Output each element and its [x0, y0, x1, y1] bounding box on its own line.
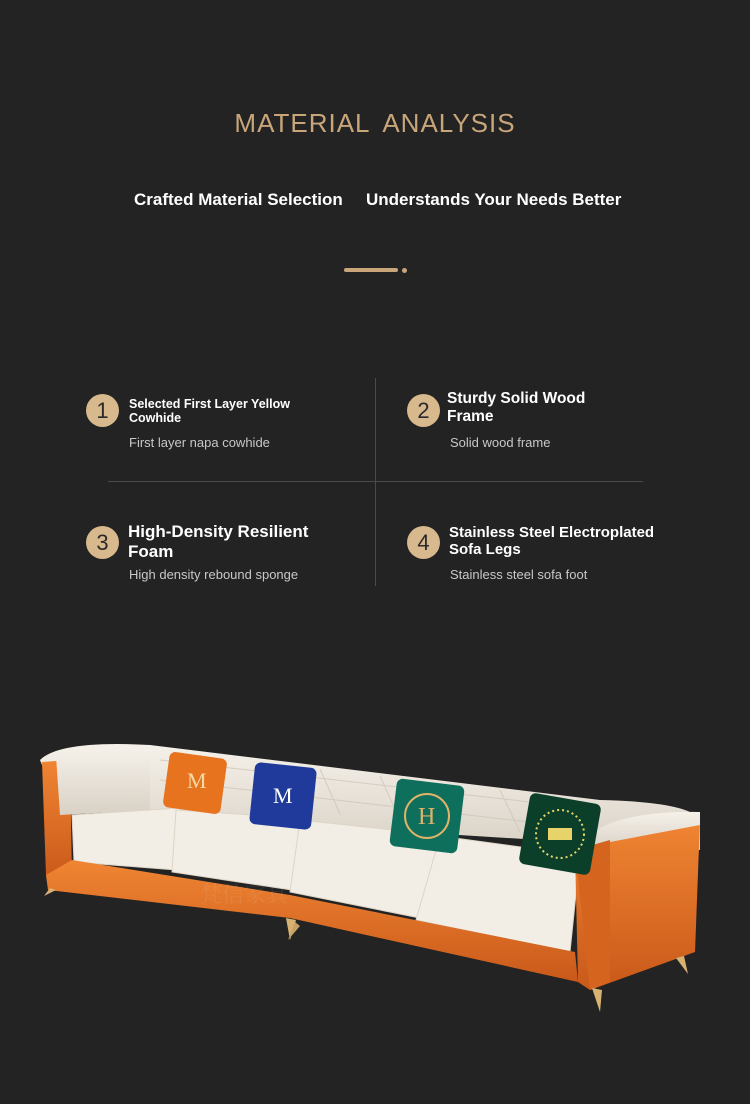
feature-title: Stainless Steel Electroplated Sofa Legs [449, 524, 655, 559]
divider-dot [402, 268, 407, 273]
feature-description: Stainless steel sofa foot [450, 567, 588, 582]
watermark: 梵信家具 [200, 883, 289, 908]
feature-number-badge: 4 [407, 526, 440, 559]
feature-title: Selected First Layer Yellow Cowhide [129, 397, 290, 426]
svg-text:M: M [187, 768, 207, 793]
feature-number-badge: 2 [407, 394, 440, 427]
subtitle-crafted: Crafted Material Selection [134, 190, 343, 209]
page-title: MATERIAL ANALYSIS [234, 108, 516, 138]
pillow-green-h [389, 778, 465, 854]
sofa-image [0, 690, 750, 1030]
pillow-green-sunburst [518, 792, 601, 875]
subtitle-needs: Understands Your Needs Better [366, 190, 622, 209]
feature-title: High-Density Resilient Foam [128, 522, 309, 561]
feature-number-badge: 3 [86, 526, 119, 559]
svg-text:H: H [418, 804, 436, 830]
pillow-blue-m [249, 762, 317, 830]
grid-vertical-divider [375, 378, 376, 586]
sofa-leg [676, 956, 688, 974]
feature-description: Solid wood frame [450, 435, 551, 450]
pillow-orange-m [162, 751, 227, 815]
sofa-leg [592, 988, 602, 1012]
feature-description: High density rebound sponge [129, 567, 299, 582]
grid-horizontal-divider [108, 481, 643, 482]
feature-number-badge: 1 [86, 394, 119, 427]
feature-description: First layer napa cowhide [129, 435, 270, 450]
svg-text:M: M [273, 783, 293, 808]
seat-cushion-1 [72, 808, 180, 870]
divider-bar [344, 268, 398, 272]
feature-title: Sturdy Solid Wood Frame [447, 390, 586, 425]
